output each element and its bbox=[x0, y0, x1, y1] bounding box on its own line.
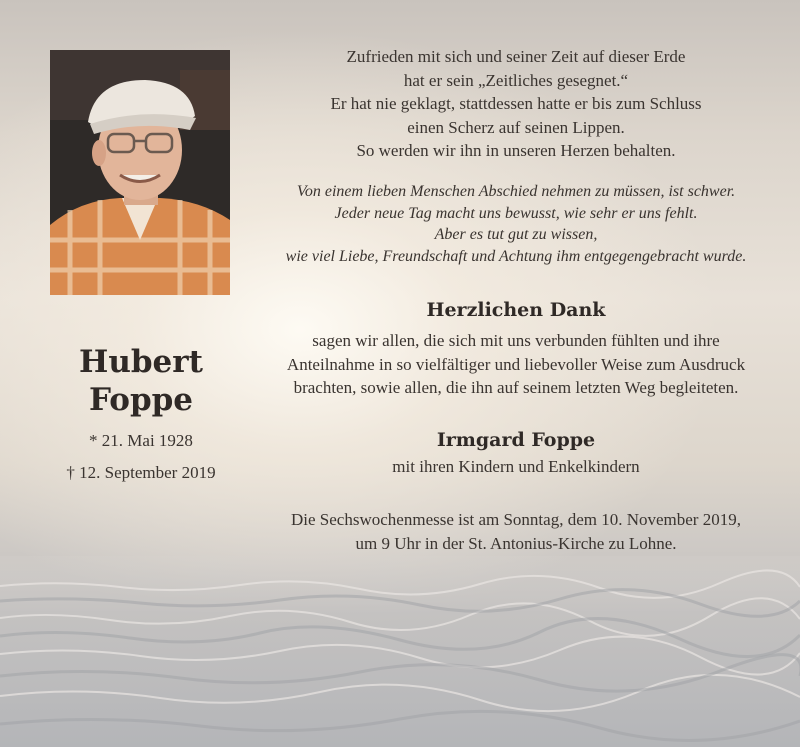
mass-line: Die Sechswochenmesse ist am Sonntag, dem 10. November 2019, bbox=[291, 510, 741, 529]
poem-line: einen Scherz auf seinen Lippen. bbox=[407, 117, 625, 137]
birth-date: * 21. Mai 1928 bbox=[89, 431, 193, 450]
family-section bbox=[252, 428, 780, 479]
thanks-line: sagen wir allen, die sich mit uns verbunden fühlten und ihre bbox=[312, 331, 720, 350]
thanks-line: Anteilnahme in so vielfältiger und liebevoller Weise zum Ausdruck bbox=[286, 354, 746, 374]
portrait-photo bbox=[50, 50, 230, 295]
first-name: Hubert bbox=[79, 344, 203, 380]
poem bbox=[252, 45, 780, 163]
last-name: Foppe bbox=[88, 382, 194, 418]
quote-line: Aber es tut gut zu wissen, bbox=[434, 226, 598, 243]
mass-line: um 9 Uhr in der St. Antonius-Kirche zu Lohne. bbox=[355, 533, 677, 553]
poem-line: hat er sein „Zeitliches gesegnet.“ bbox=[403, 70, 629, 90]
farewell-quote bbox=[252, 181, 780, 267]
deceased-info bbox=[0, 343, 282, 483]
poem-line: Er hat nie geklagt, stattdessen hatte er bis zum Schluss bbox=[330, 94, 702, 113]
thanks-heading: Herzlichen Dank bbox=[426, 299, 606, 321]
family-subtitle: mit ihren Kindern und Enkelkindern bbox=[392, 457, 640, 476]
sea-background bbox=[0, 556, 800, 747]
thanks-section bbox=[252, 298, 780, 400]
thanks-line: brachten, sowie allen, die ihn auf seinem letzten Weg begleiteten. bbox=[293, 378, 739, 397]
quote-line: Jeder neue Tag macht uns bewusst, wie sehr er uns fehlt. bbox=[334, 204, 698, 222]
mass-info bbox=[252, 508, 780, 555]
death-date: † 12. September 2019 bbox=[66, 463, 216, 482]
poem-line: So werden wir ihn in unseren Herzen behalten. bbox=[356, 141, 676, 160]
family-name: Irmgard Foppe bbox=[436, 429, 596, 451]
quote-line: wie viel Liebe, Freundschaft und Achtung ihm entgegengebracht wurde. bbox=[285, 247, 747, 265]
quote-line: Von einem lieben Menschen Abschied nehmen zu müssen, ist schwer. bbox=[296, 183, 736, 200]
poem-line: Zufrieden mit sich und seiner Zeit auf dieser Erde bbox=[346, 47, 686, 66]
